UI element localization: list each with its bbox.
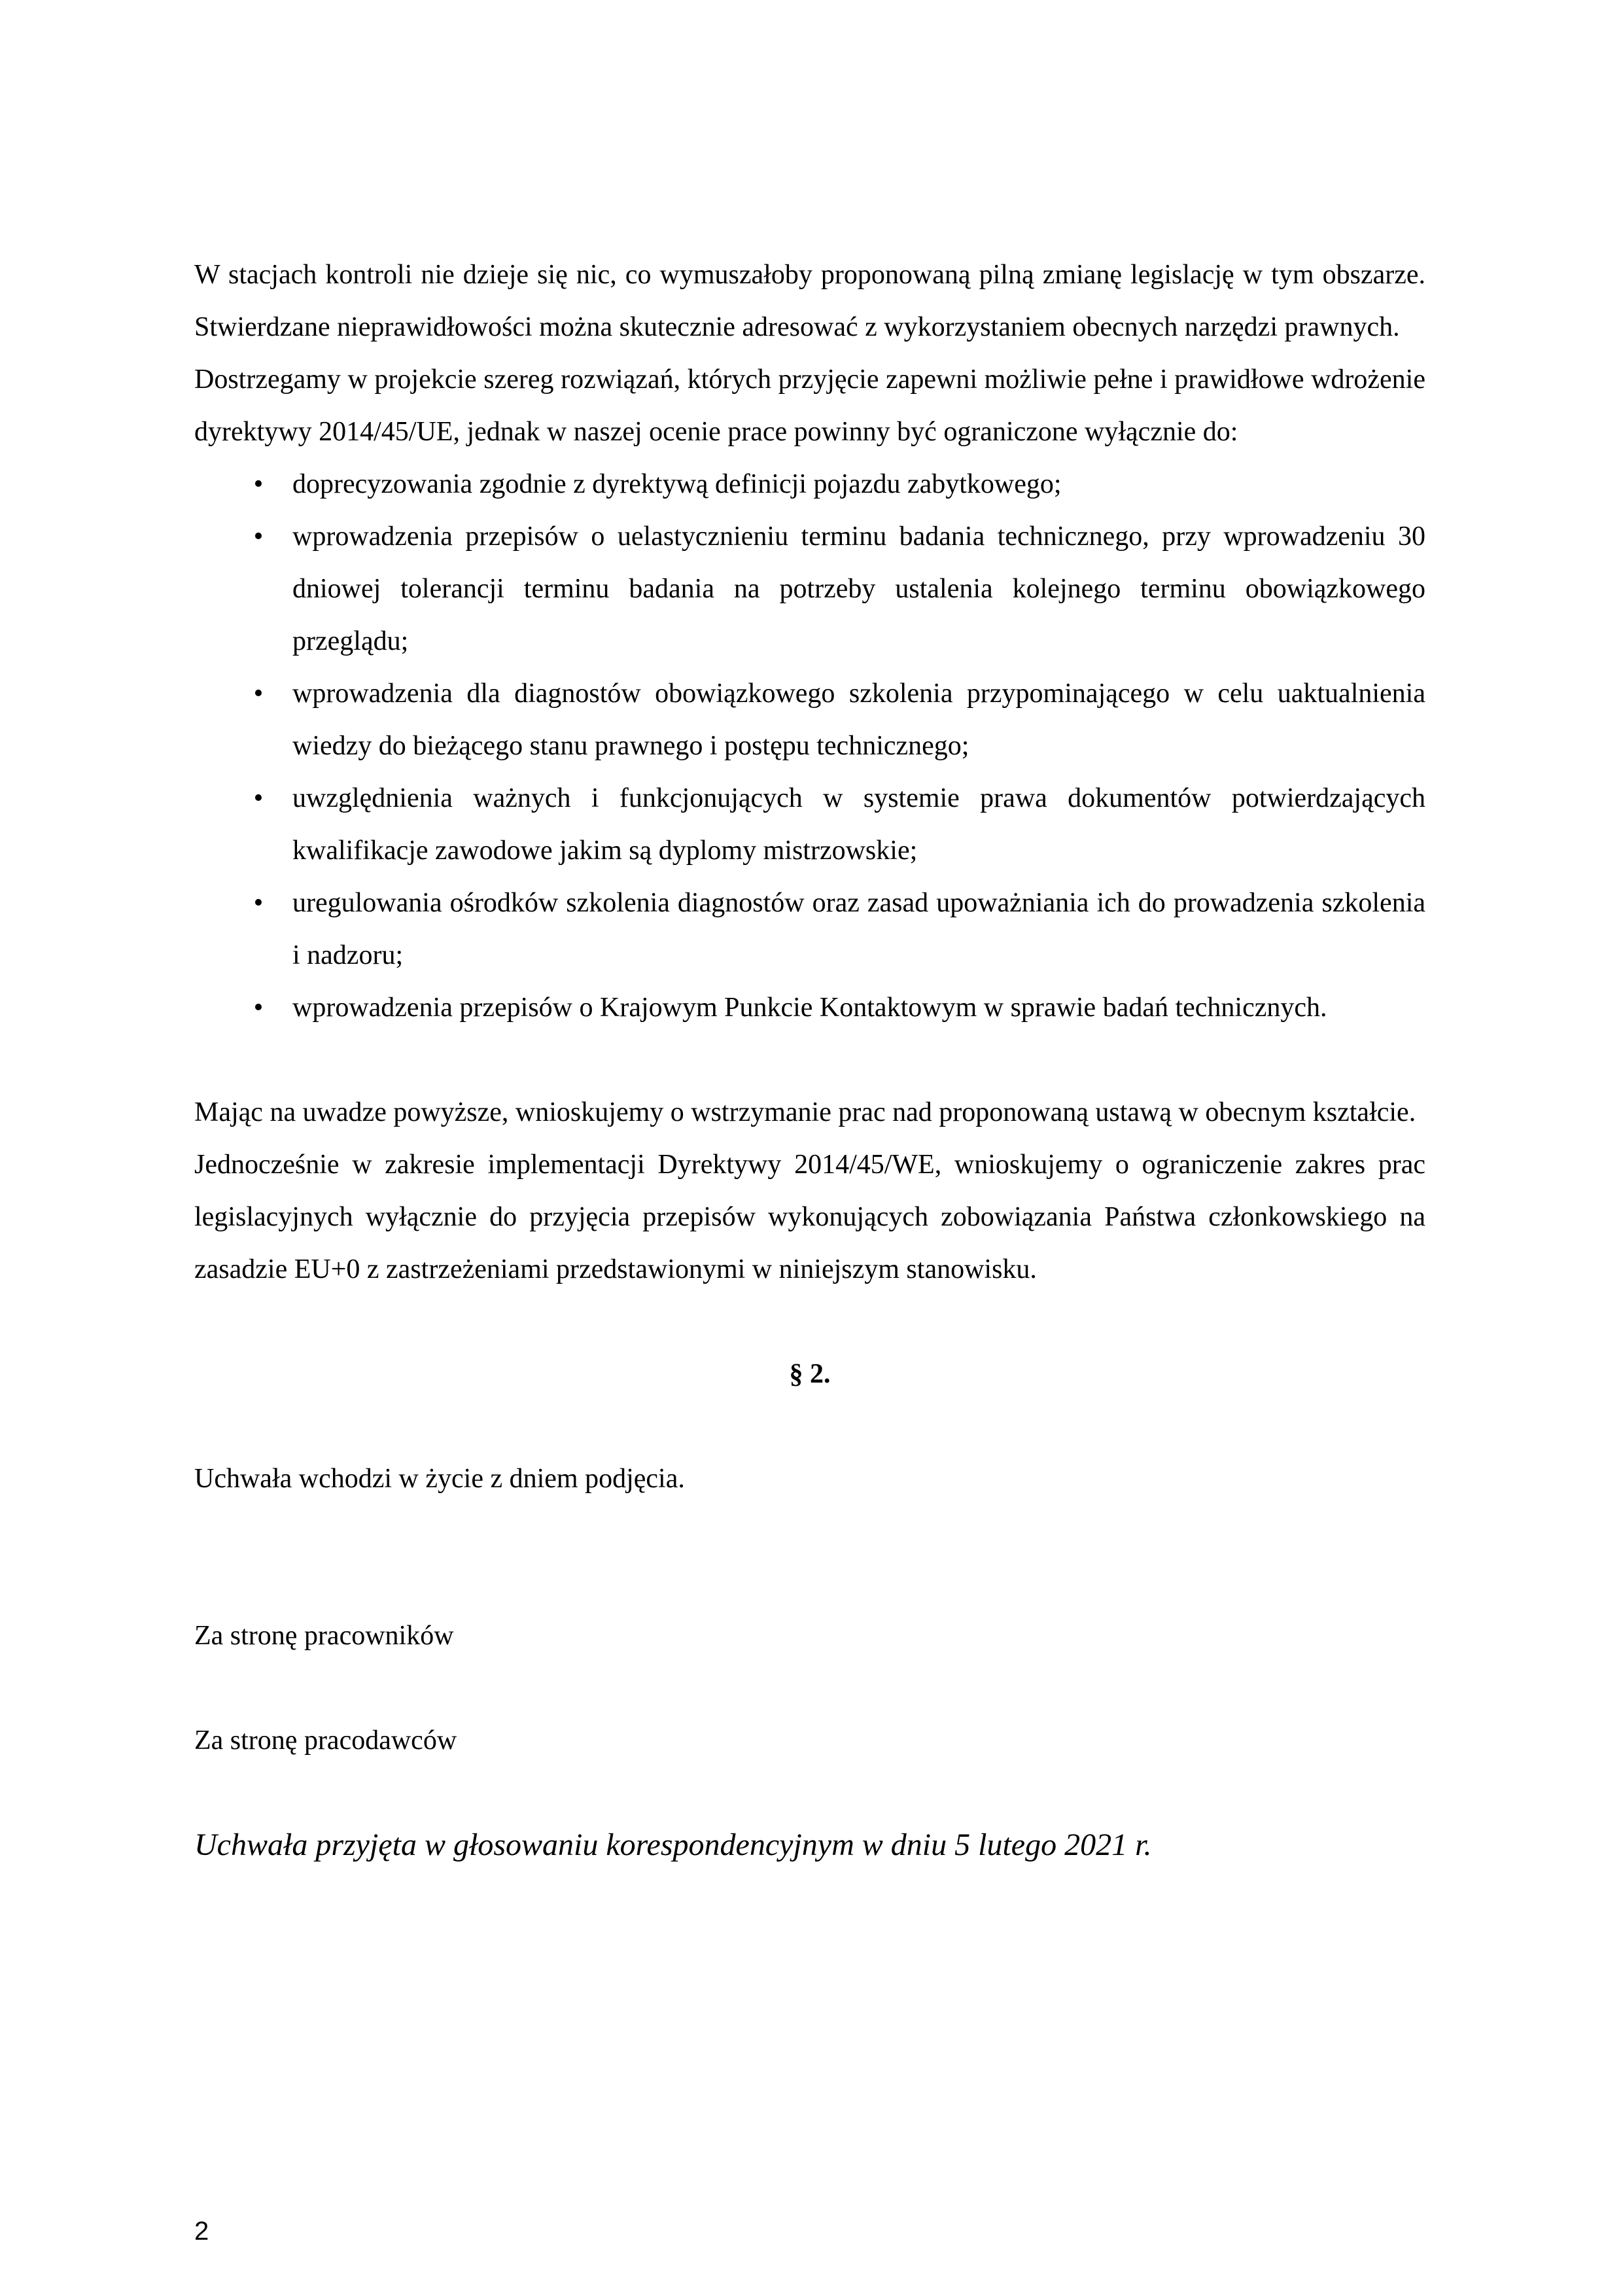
bullet-icon: •	[253, 521, 264, 552]
bullet-icon: •	[253, 993, 264, 1023]
bullet-icon: •	[253, 783, 264, 813]
page-number: 2	[194, 2217, 209, 2246]
list-item	[194, 458, 1425, 510]
spacer	[194, 1034, 1425, 1086]
bullet-icon: •	[253, 679, 264, 709]
bullet-icon: •	[253, 888, 264, 918]
section-heading: § 2.	[789, 1359, 831, 1389]
effective-clause: Uchwała wchodzi w życie z dniem podjęcia.	[194, 1464, 685, 1494]
list-item-text: uwzględnienia ważnych i funkcjonujących w systemie prawa dokumentów potwierdzających kwalifikacje zawodowe jakim są dyplomy mistrzowskie;	[292, 783, 1425, 866]
list-item-text: uregulowania ośrodków szkolenia diagnostów oraz zasad upoważniania ich do prowadzenia szkolenia i nadzoru;	[292, 888, 1425, 970]
list-item	[194, 667, 1425, 772]
list-item-text: wprowadzenia dla diagnostów obowiązkowego szkolenia przypominającego w celu uaktualnienia wiedzy do bieżącego stanu prawnego i postępu technicznego;	[292, 679, 1425, 761]
list-item	[194, 510, 1425, 667]
list-item-text: wprowadzenia przepisów o Krajowym Punkcie Kontaktowym w sprawie badań technicznych.	[292, 993, 1327, 1023]
list-item	[194, 981, 1425, 1034]
paragraph-scope-limitation: Jednocześnie w zakresie implementacji Dyrektywy 2014/45/WE, wnioskujemy o ograniczenie zakres prac legislacyjnych wyłącznie do przyjęcia przepisów wykonujących zobowiązania Państwa członkowskiego na zasadzie EU+0 z zastrzeżeniami przedstawionymi w niniejszym stanowisku.	[194, 1150, 1425, 1284]
paragraph-directive-solutions: Dostrzegamy w projekcie szereg rozwiązań, których przyjęcie zapewni możliwie pełne i prawidłowe wdrożenie dyrektywy 2014/45/UE, jednak w naszej ocenie prace powinny być ograniczone wyłącznie do:	[194, 364, 1425, 447]
list-item-text: wprowadzenia przepisów o uelastycznieniu terminu badania technicznego, przy wprowadzeniu 30 dniowej tolerancji terminu badania na potrzeby ustalenia kolejnego terminu obowiązkowego przeglądu;	[292, 521, 1425, 656]
paragraph-inspection-stations: W stacjach kontroli nie dzieje się nic, co wymuszałoby proponowaną pilną zmianę legislację w tym obszarze. Stwierdzane nieprawidłowości można skutecznie adresować z wykorzystaniem obecnych narzędzi prawnych.	[194, 260, 1425, 342]
paragraph-suspension-request: Mając na uwadze powyższe, wnioskujemy o wstrzymanie prac nad proponowaną ustawą w obecnym kształcie.	[194, 1097, 1416, 1127]
spacer	[194, 1662, 1425, 1714]
list-item	[194, 772, 1425, 877]
document-body	[194, 249, 1425, 1903]
bullet-icon: •	[253, 469, 264, 499]
list-item	[194, 877, 1425, 981]
signature-employers: Za stronę pracodawców	[194, 1725, 457, 1756]
spacer	[194, 1505, 1425, 1610]
spacer	[194, 1400, 1425, 1453]
adoption-note: Uchwała przyjęta w głosowaniu korespondencyjnym w dniu 5 lutego 2021 r.	[194, 1828, 1152, 1862]
signature-employees: Za stronę pracowników	[194, 1621, 454, 1651]
limitation-list	[194, 458, 1425, 1034]
list-item-text: doprecyzowania zgodnie z dyrektywą definicji pojazdu zabytkowego;	[292, 469, 1062, 499]
